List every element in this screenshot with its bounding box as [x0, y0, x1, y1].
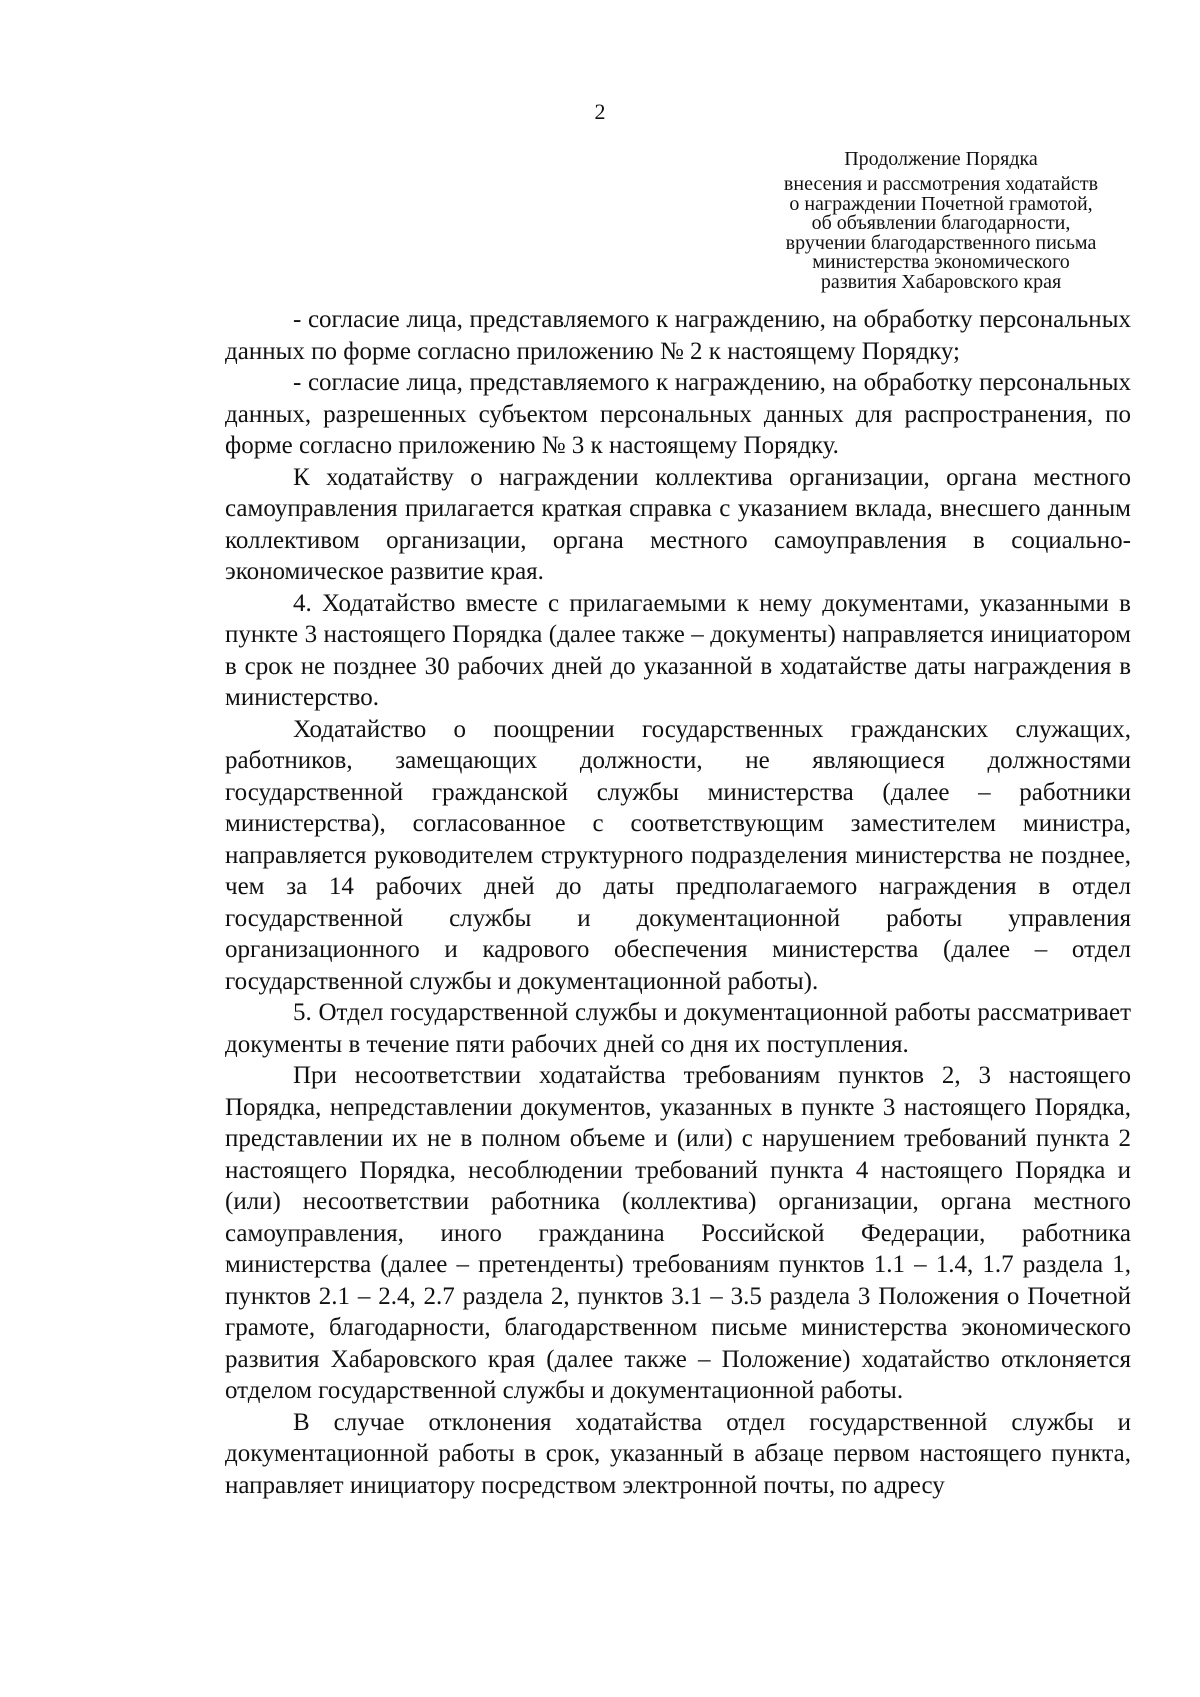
paragraph: В случае отклонения ходатайства отдел государственной службы и документационной работы в срок, указанный в абзаце первом настоящего пункта, направляет инициатору посредством электронной почты, по адресу [225, 1408, 1131, 1499]
heading-line: об объявлении благодарности, [811, 212, 1071, 234]
heading-line: внесения и рассмотрения ходатайств [783, 173, 1099, 195]
heading-line: Продолжение Порядка [844, 148, 1038, 170]
paragraph: При несоответствии ходатайства требованиям пунктов 2, 3 настоящего Порядка, непредставлении документов, указанных в пункте 3 настоящего Порядка, представлении их не в полном объеме и (или) с нарушением требований пункта 2 настоящего Порядка, несоблюдении требований пункта 4 настоящего Порядка и (или) несоответствии работника (коллектива) организации, органа местного самоуправления, иного гражданина Российской Федерации, работника министерства (далее – претенденты) требованиям пунктов 1.1 – 1.4, 1.7 раздела 1, пунктов 2.1 – 2.4, 2.7 раздела 2, пунктов 3.1 – 3.5 раздела 3 Положения о Почетной грамоте, благодарности, благодарственном письме министерства экономического развития Хабаровского края (далее также – Положение) ходатайство отклоняется отделом государственной службы и документационной работы. [225, 1062, 1131, 1404]
page-number: 2 [594, 99, 606, 124]
heading-line: о награждении Почетной грамотой, [789, 192, 1093, 215]
heading-line: развития Хабаровского края [820, 270, 1062, 293]
paragraph: К ходатайству о награждении коллектива организации, органа местного самоуправления прилагается краткая справка с указанием вклада, внесшего данным коллективом организации, органа местного самоуправления в социально-экономическое развитие края. [225, 463, 1131, 585]
paragraph: - согласие лица, представляемого к награждению, на обработку персональных данных по форме согласно приложению № 2 к настоящему Порядку; [225, 306, 1131, 365]
heading-line: министерства экономического [812, 251, 1070, 273]
document-heading [756, 146, 1126, 292]
paragraph: 5. Отдел государственной службы и документационной работы рассматривает документы в течение пяти рабочих дней со дня их поступления. [225, 999, 1131, 1058]
paragraph: Ходатайство о поощрении государственных гражданских служащих, работников, замещающих должности, не являющиеся должностями государственной гражданской службы министерства (далее – работники министерства), согласованное с соответствующим заместителем министра, направляется руководителем структурного подразделения министерства не позднее, чем за 14 рабочих дней до даты предполагаемого награждения в отдел государственной службы и документационной работы управления организационного и кадрового обеспечения министерства (далее – отдел государственной службы и документационной работы). [225, 715, 1131, 995]
paragraph: 4. Ходатайство вместе с прилагаемыми к нему документами, указанными в пункте 3 настоящего Порядка (далее также – документы) направляется инициатором в срок не позднее 30 рабочих дней до указанной в ходатайстве даты награждения в министерство. [225, 589, 1131, 711]
document-body [225, 304, 1131, 1501]
paragraph: - согласие лица, представляемого к награждению, на обработку персональных данных, разрешенных субъектом персональных данных для распространения, по форме согласно приложению № 3 к настоящему Порядку. [225, 369, 1131, 459]
heading-line: вручении благодарственного письма [785, 231, 1097, 254]
